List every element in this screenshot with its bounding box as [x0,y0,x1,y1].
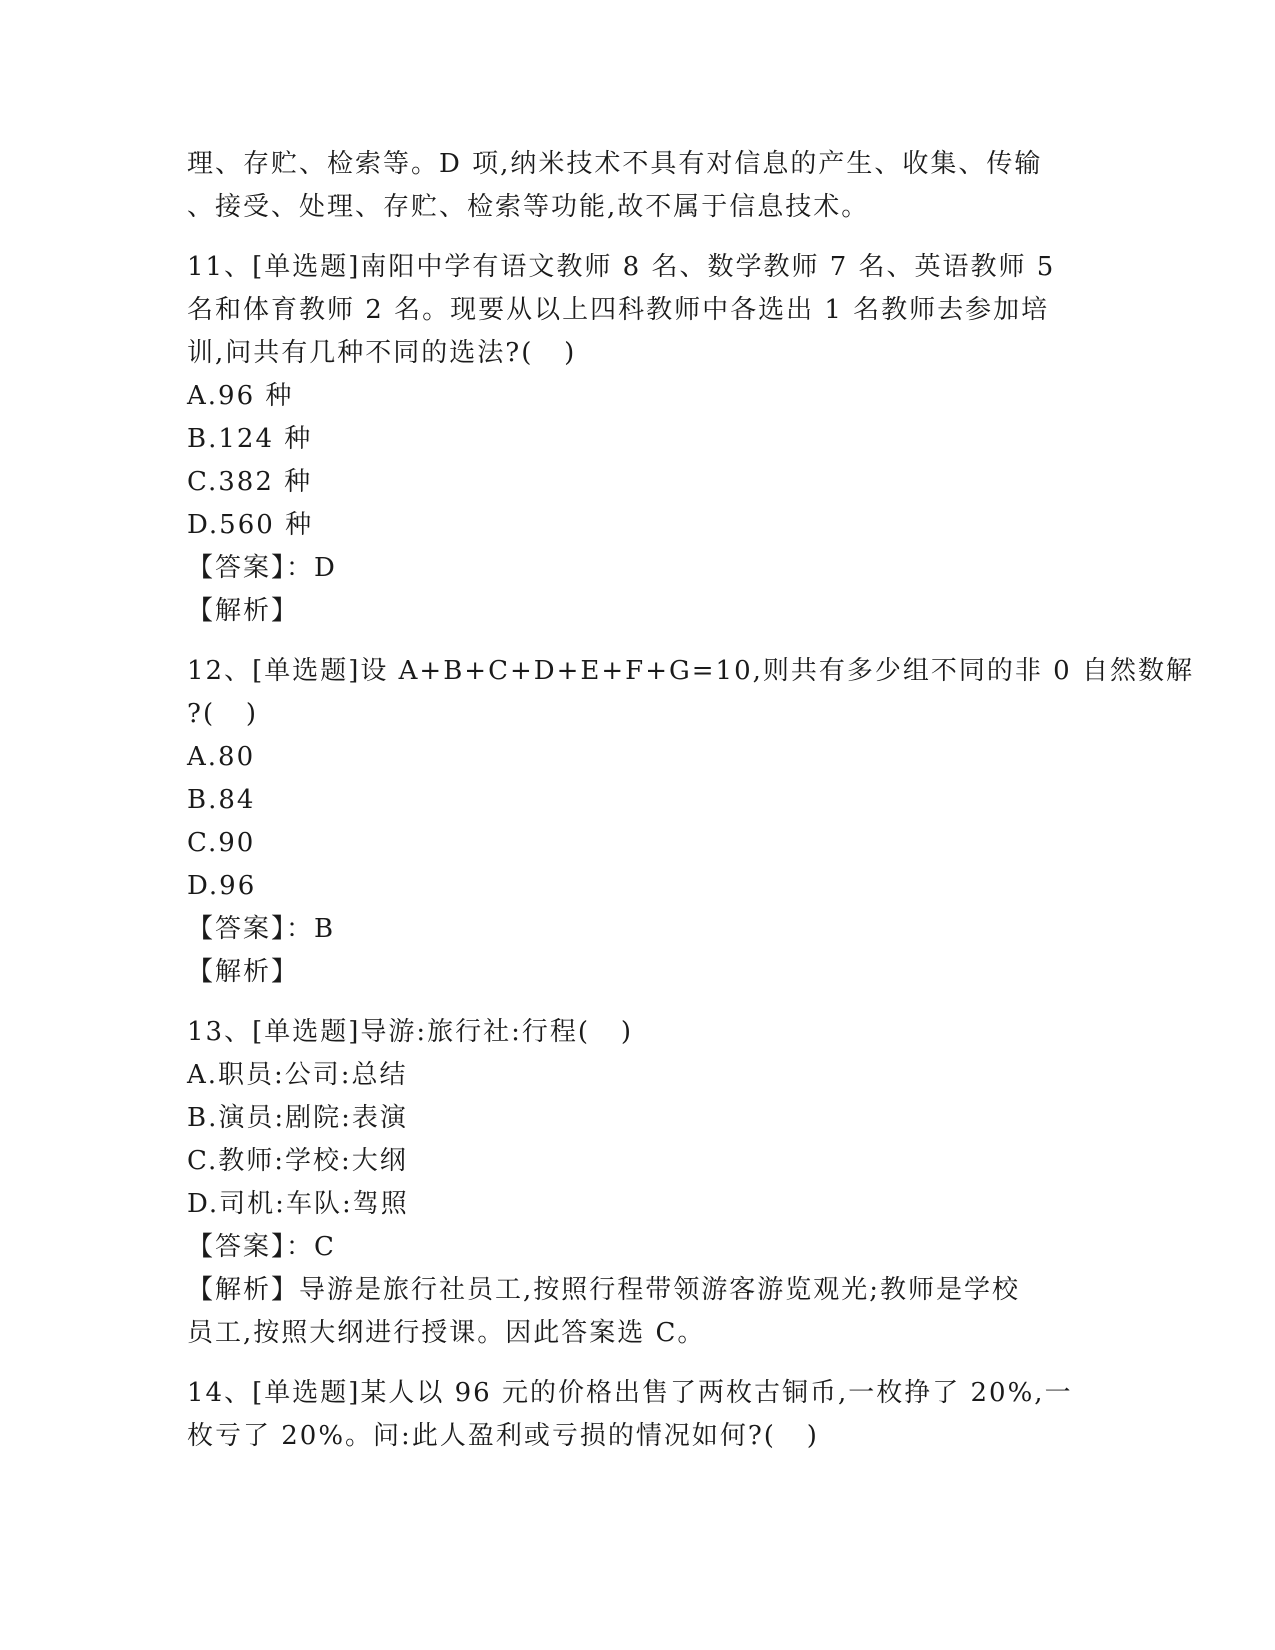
option-c: C.382 种 [187,467,313,497]
answer-line: 【答案】：B [187,914,336,944]
document-page [187,143,1194,1458]
intro-paragraph [187,143,1087,229]
analysis-line: 【解析】 [187,957,300,987]
option-b: B.84 [187,785,256,815]
option-a: A.80 [187,742,256,772]
option-d: D.96 [187,871,257,901]
analysis-line: 员工,按照大纲进行授课。因此答案选 C。 [187,1318,706,1348]
question-11 [187,246,1087,633]
question-stem: 枚亏了 20%。问:此人盈利或亏损的情况如何?( ) [187,1421,819,1451]
question-12 [187,650,1194,994]
option-d: D.司机:车队:驾照 [187,1189,409,1219]
question-stem: 训,问共有几种不同的选法?( ) [187,338,577,368]
text-line: 理、存贮、检索等。D 项,纳米技术不具有对信息的产生、收集、传输 [187,149,1043,179]
question-stem: 13、[单选题]导游:旅行社:行程( ) [187,1017,633,1047]
option-b: B.124 种 [187,424,313,454]
analysis-line: 【解析】 [187,596,300,626]
option-b: B.演员:剧院:表演 [187,1103,408,1133]
text-line: 、接受、处理、存贮、检索等功能,故不属于信息技术。 [187,192,870,222]
question-14 [187,1372,1087,1458]
question-13 [187,1011,1087,1355]
analysis-line: 【解析】导游是旅行社员工,按照行程带领游客游览观光;教师是学校 [187,1275,1021,1305]
answer-line: 【答案】：D [187,553,337,583]
question-stem: 12、[单选题]设 A+B+C+D+E+F+G=10,则共有多少组不同的非 0 自然数解 [187,656,1194,686]
question-stem: ?( ) [187,699,259,729]
question-stem: 11、[单选题]南阳中学有语文教师 8 名、数学教师 7 名、英语教师 5 [187,252,1056,282]
option-a: A.职员:公司:总结 [187,1060,408,1090]
option-c: C.90 [187,828,256,858]
option-d: D.560 种 [187,510,314,540]
question-stem: 14、[单选题]某人以 96 元的价格出售了两枚古铜币,一枚挣了 20%,一 [187,1378,1073,1408]
answer-line: 【答案】：C [187,1232,336,1262]
option-c: C.教师:学校:大纲 [187,1146,408,1176]
option-a: A.96 种 [187,381,294,411]
question-stem: 名和体育教师 2 名。现要从以上四科教师中各选出 1 名教师去参加培 [187,295,1050,325]
